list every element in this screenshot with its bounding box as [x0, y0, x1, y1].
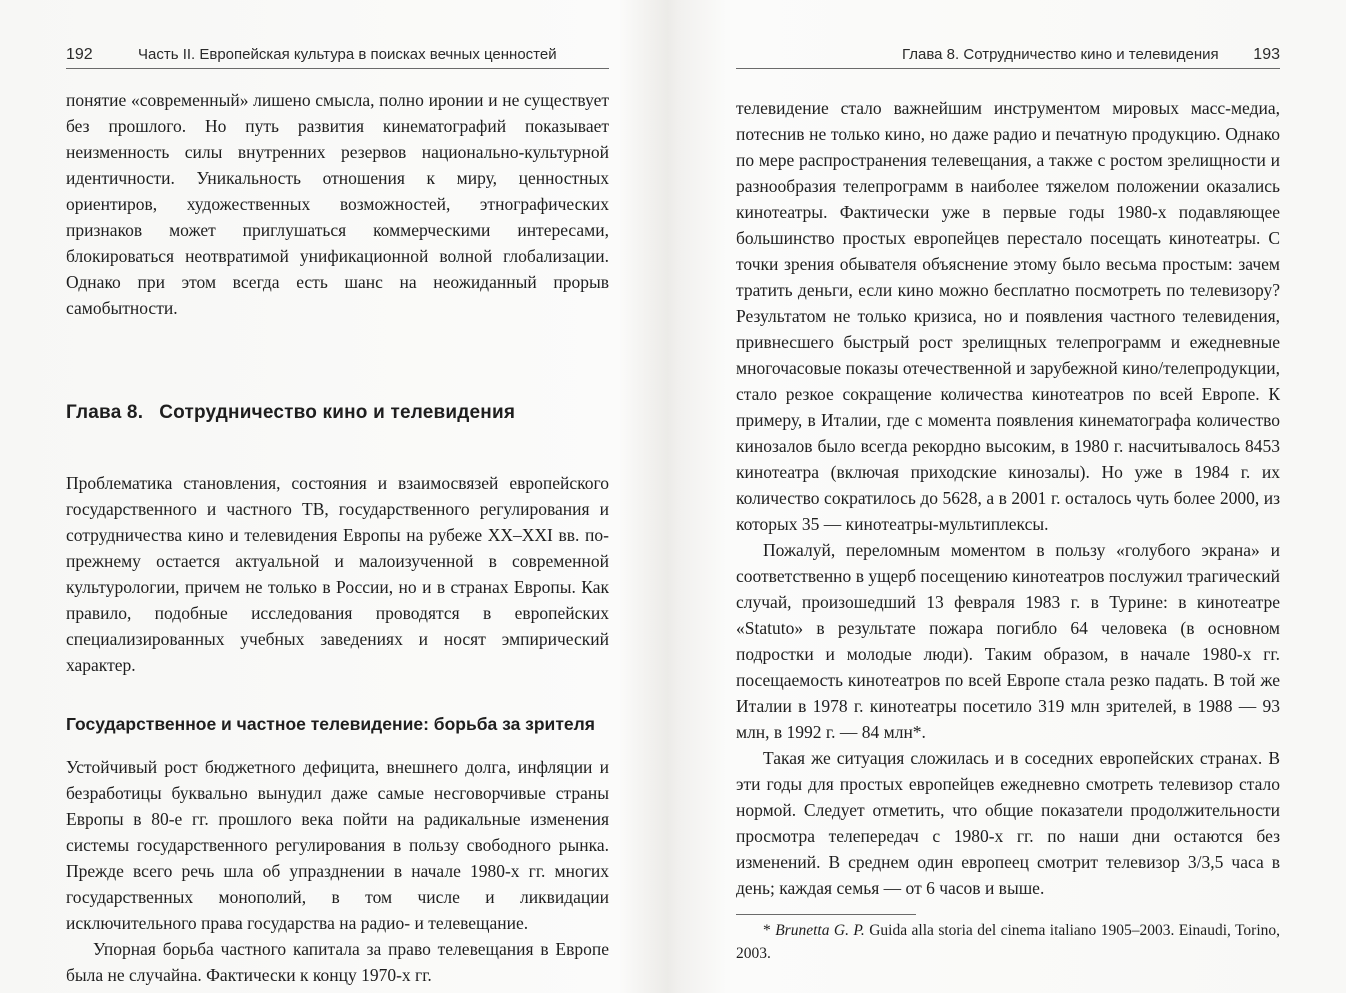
footnote-text: Guida alla storia del cinema italiano 1905–2003. Einaudi, Torino, 2003.: [736, 922, 1281, 962]
chapter-number: Глава 8.: [66, 402, 144, 423]
paragraph-1: телевидение стало важнейшим инструментом мировых масс-медиа, потеснив не только кино, но даже радио и печатную продукцию. Однако по мере распространения телевещания, а также с ростом зрелищности и разнообразия телепрограмм в наиболее тяжелом положении оказались кинотеатры. Фактически уже в первые годы 1980-х подавляющее большинство простых европейцев перестало посещать кинотеатры. С точки зрения обывателя объяснение этому было весьма простым: зачем тратить деньги, если кино можно бесплатно посмотреть по телевизору? Результатом не только кризиса, но и появления частного телевидения, привнесшего быстрый рост зрелищных телепрограмм и ежедневные многочасовые показы отечественной и зарубежной кино/телепродукции, стало резкое сокращение количества кинотеатров по всей Европе. К примеру, в Италии, где с момента появления кинематографа количество кинозалов было всегда рекордно высоким, в 1980 г. насчитывалось 8453 кинотеатра (включая приходские кинозалы). Но уже в 1984 г. их количество сократилось до 5628, а в 2001 г. осталось чуть более 2000, из которых 35 — кинотеатры-мультиплексы.: [736, 98, 1280, 534]
right-page-body: [736, 95, 1280, 965]
section-paragraph-1: Устойчивый рост бюджетного дефицита, внешнего долга, инфляции и безработицы буквально вынудил даже самые несговорчивые страны Европы в 80-е гг. прошлого века пойти на радикальные изменения системы государственного регулирования в пользу свободного рынка. Прежде всего речь шла об упразднении в начале 1980-х гг. многих государственных монополий, в том числе и ликвидации исключительного права государства на радио- и телевещание.: [66, 757, 609, 933]
page-number-right: 193: [1253, 46, 1280, 63]
chapter-heading: [66, 400, 609, 426]
running-head-title-left: Часть II. Европейская культура в поисках вечных ценностей: [138, 46, 557, 63]
intro-paragraph: понятие «современный» лишено смысла, полно иронии и не существует без прошлого. Но путь развития кинематографий показывает неизменность силы внутренних резервов национально-культурной идентичности. Уникальность отношения к миру, ценностных ориентиров, художественных возможностей, этнографических признаков может приглушаться коммерческими интересами, блокироваться неотвратимой унификационной волной глобализации. Однако при этом всегда есть шанс на неожиданный прорыв самобытности.: [66, 90, 609, 318]
footnote-rule: [736, 914, 916, 915]
right-page: [690, 0, 1346, 993]
left-page: [0, 0, 660, 993]
left-page-body: [66, 87, 609, 988]
running-head-right: [736, 46, 1280, 69]
chapter-intro-paragraph: Проблематика становления, состояния и взаимосвязей европейского государственного и частного ТВ, государственного регулирования и сотрудничества кино и телевидения Европы на рубеже XX–XXI вв. по-прежнему остается актуальной и малоизученной в современной культурологии, причем не только в России, но и в странах Европы. Как правило, подобные исследования проводятся в европейских специализированных учебных заведениях и носят эмпирический характер.: [66, 473, 609, 675]
running-head-left: [66, 46, 609, 69]
footnote-mark: *: [763, 922, 771, 939]
footnote-author: Brunetta G. P.: [775, 922, 865, 939]
paragraph-2: Пожалуй, переломным моментом в пользу «голубого экрана» и соответственно в ущерб посещению кинотеатров послужил трагический случай, произошедший 13 февраля 1983 г. в Турине: в кинотеатре «Statuto» в результате пожара погибло 64 человека (в основном подростки и молодые люди). Таким образом, в начале 1980-х гг. посещаемость кинотеатров по всей Европе стала резко падать. В той же Италии в 1978 г. кинотеатры посетило 319 млн зрителей, в 1988 — 93 млн, в 1992 г. — 84 млн*.: [736, 540, 1280, 742]
running-head-title-right: Глава 8. Сотрудничество кино и телевидения: [902, 46, 1219, 63]
footnote: [736, 919, 1280, 965]
section-paragraph-2: Упорная борьба частного капитала за право телевещания в Европе была не случайна. Фактически к концу 1970-х гг.: [66, 939, 609, 985]
page-number-left: 192: [66, 46, 93, 63]
section-heading: Государственное и частное телевидение: борьба за зрителя: [66, 714, 595, 734]
paragraph-3: Такая же ситуация сложилась и в соседних европейских странах. В эти годы для простых европейцев ежедневно смотреть телевизор стало нормой. Следует отметить, что общие показатели продолжительности просмотра телепередач с 1980-х гг. по наши дни остаются без изменений. В среднем один европеец смотрит телевизор 3/3,5 часа в день; каждая семья — от 6 часов и выше.: [736, 748, 1280, 898]
chapter-title: Сотрудничество кино и телевидения: [159, 402, 516, 423]
